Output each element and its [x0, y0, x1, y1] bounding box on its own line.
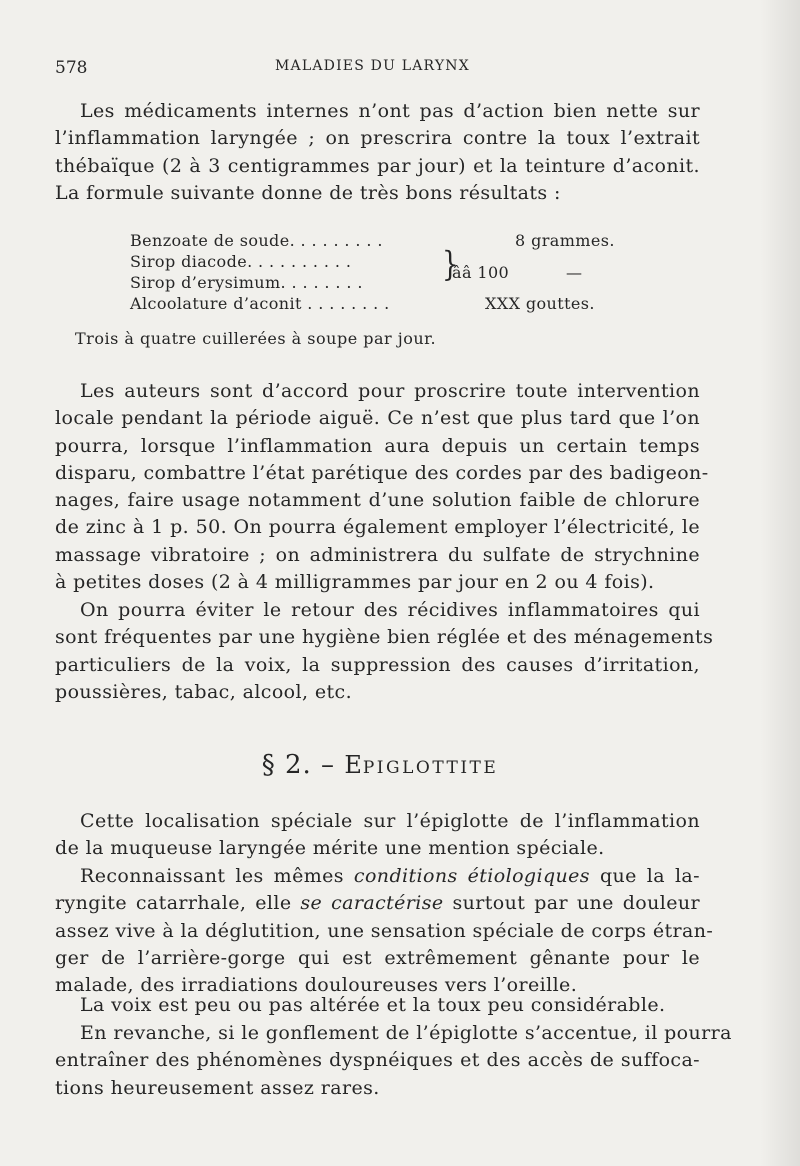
- text-line: massage vibratoire ; on administrera du sulfate de strychnine: [55, 543, 700, 566]
- prescription-row: [130, 230, 650, 251]
- page-edge-shadow: [760, 0, 800, 1166]
- prescription-formula: [130, 230, 650, 314]
- text-line: sont fréquentes par une hygiène bien réglée et des ménagements: [55, 626, 714, 649]
- text-line: de zinc à 1 p. 50. On pourra également employer l’électricité, le: [55, 516, 700, 539]
- paragraph-symptoms: [55, 863, 714, 999]
- text-line: thébaïque (2 à 3 centigrammes par jour) et la teinture d’aconit.: [55, 154, 700, 177]
- paragraph-complications: [55, 1020, 732, 1102]
- italic-phrase: se caractérise: [300, 892, 444, 915]
- text-line: l’inflammation laryngée ; on prescrira contre la toux l’extrait: [55, 127, 700, 150]
- section-number: § 2. –: [261, 750, 336, 780]
- paragraph-epiglottis-intro: [55, 808, 700, 863]
- text-line: de la muqueuse laryngée mérite une mention spéciale.: [55, 837, 605, 860]
- ingredient-quantity: XXX gouttes.: [485, 294, 595, 313]
- text-line: Reconnaissant les mêmes conditions étiologiques que la la-: [80, 865, 700, 887]
- text-line: entraîner des phénomènes dyspnéiques et des accès de suffoca-: [55, 1049, 700, 1072]
- text-line: ryngite catarrhale, elle se caractérise surtout par une douleur: [55, 892, 701, 915]
- text-line: pourra, lorsque l’inflammation aura depuis un certain temps: [55, 434, 700, 457]
- ingredient-name: Benzoate de soude. . . . . . . . .: [130, 231, 383, 250]
- brace-symbol: }: [442, 245, 459, 285]
- ingredient-name: Sirop diacode. . . . . . . . . .: [130, 252, 352, 271]
- paragraph-internal-medications: [55, 98, 700, 207]
- text-line: assez vive à la déglutition, une sensation spéciale de corps étran-: [55, 919, 714, 942]
- text-line: Les auteurs sont d’accord pour proscrire toute intervention: [80, 380, 700, 402]
- paragraph-local-intervention: [55, 378, 709, 596]
- dosage-instruction: Trois à quatre cuillerées à soupe par jour.: [75, 329, 437, 348]
- section-title-initial: E: [344, 751, 363, 779]
- text-line: La voix est peu ou pas altérée et la toux peu considérable.: [80, 994, 666, 1016]
- text-line: à petites doses (2 à 4 milligrammes par jour en 2 ou 4 fois).: [55, 571, 655, 594]
- text-line: locale pendant la période aiguë. Ce n’est que plus tard que l’on: [55, 407, 700, 430]
- text-line: En revanche, si le gonflement de l’épiglotte s’accentue, il pourra: [80, 1022, 732, 1044]
- page-number: 578: [55, 58, 88, 78]
- text-line: malade, des irradiations douloureuses vers l’oreille.: [55, 974, 578, 997]
- text-line: La formule suivante donne de très bons résultats :: [55, 181, 561, 204]
- running-title: MALADIES DU LARYNX: [275, 58, 470, 74]
- text-line: tions heureusement assez rares.: [55, 1076, 380, 1099]
- text-line: particuliers de la voix, la suppression des causes d’irritation,: [55, 653, 700, 676]
- ingredient-quantity: 8 grammes.: [515, 231, 615, 250]
- ingredient-name: Sirop d’erysimum. . . . . . . .: [130, 273, 363, 292]
- prescription-row: [130, 293, 650, 314]
- text-line: disparu, combattre l’état parétique des cordes par des badigeon-: [55, 461, 709, 484]
- italic-phrase: conditions étiologiques: [353, 865, 590, 887]
- text-line: ger de l’arrière-gorge qui est extrêmement gênante pour le: [55, 946, 700, 969]
- text-line: nages, faire usage notamment d’une solution faible de chlorure: [55, 489, 700, 512]
- ingredient-name: Alcoolature d’aconit . . . . . . . .: [130, 294, 390, 313]
- ditto-dash: —: [566, 263, 583, 282]
- text-line: On pourra éviter le retour des récidives inflammatoires qui: [80, 599, 700, 621]
- text-line: Les médicaments internes n’ont pas d’action bien nette sur: [80, 100, 700, 122]
- paragraph-voice: [55, 992, 700, 1019]
- section-heading: [0, 750, 760, 780]
- text-line: Cette localisation spéciale sur l’épiglotte de l’inflammation: [80, 810, 700, 832]
- paragraph-prevention: [55, 597, 714, 706]
- page-header: [55, 58, 705, 82]
- shared-quantity: ââ 100: [452, 263, 510, 282]
- section-title-rest: PIGLOTTITE: [362, 758, 499, 778]
- text-line: poussières, tabac, alcool, etc.: [55, 680, 353, 703]
